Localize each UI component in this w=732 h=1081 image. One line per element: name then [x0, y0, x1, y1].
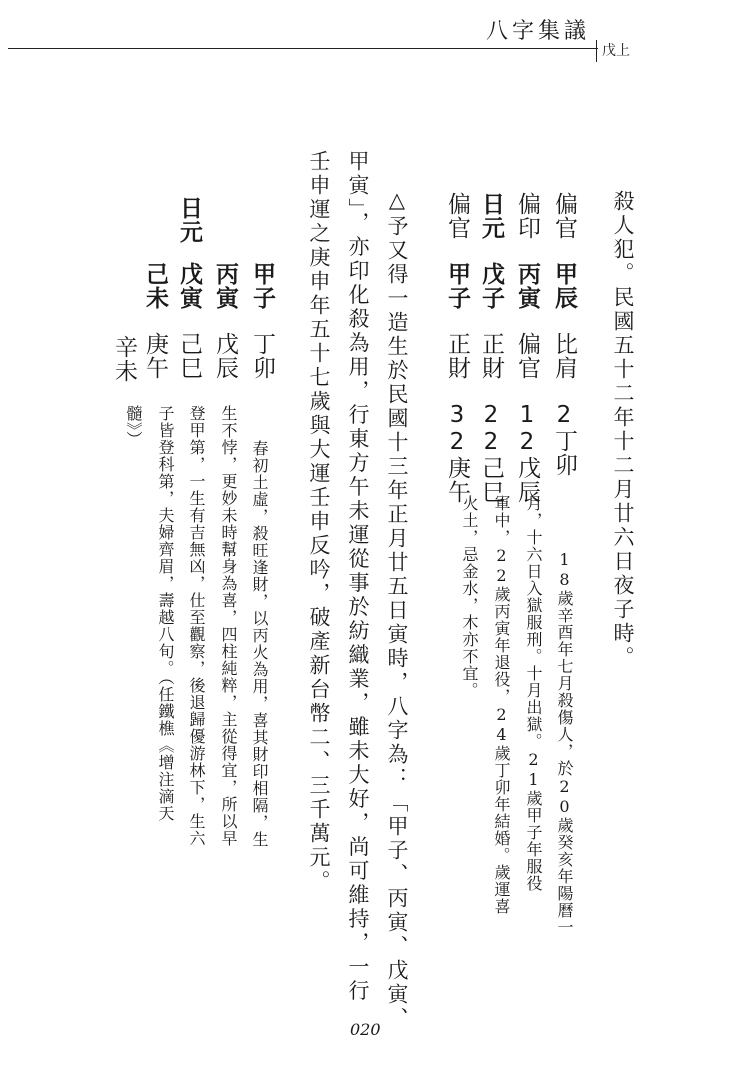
- pillar-luck: 32庚午: [444, 402, 470, 504]
- pillar-label: 偏印: [514, 192, 540, 240]
- pillar-luck: 己巳: [176, 332, 202, 380]
- pillar-stem-branch: 丙寅: [212, 262, 238, 310]
- pillar-ten-god: 正財: [444, 332, 470, 380]
- section-tag: 戊上: [596, 40, 635, 62]
- pillar-stem-branch: 己未: [142, 262, 168, 310]
- case1-pillar-1: [548, 192, 581, 477]
- pillar-ten-god: 偏官: [514, 332, 540, 380]
- case1-intro: 殺人犯。民國五十二年十二月廿六日夜子時。: [611, 190, 635, 670]
- header-rule: [8, 48, 598, 49]
- case1-note-2: 月，十六日入獄服刑。十月出獄。21歲甲子年服役: [524, 495, 543, 892]
- case3-commentary-2: 生不悖，更妙未時幫身為喜，四柱純粹，主從得宜，所以早: [219, 405, 238, 847]
- pillar-stem-branch: 甲子: [444, 262, 470, 310]
- pillar-stem-branch: 甲子: [249, 262, 275, 310]
- book-title: 八字集議: [485, 19, 590, 44]
- case3-pillar-3: [173, 196, 206, 380]
- pillar-label: 偏官: [444, 192, 470, 240]
- pillar-label: 日元: [176, 196, 202, 244]
- page-number: 020: [350, 1020, 381, 1039]
- case3-commentary-5: 髓》）: [124, 405, 143, 448]
- case3-pillar-2: [209, 262, 242, 380]
- pillar-stem-branch: 甲辰: [551, 262, 577, 310]
- case3-pillar-4: [139, 262, 172, 380]
- pillar-ten-god: 正財: [478, 332, 504, 380]
- pillar-luck: 庚午: [142, 332, 168, 380]
- case1-pillar-2: [511, 192, 544, 504]
- case3-commentary-4: 子皆登科第，夫婦齊眉，壽越八旬。（任鐵樵《增注滴天: [156, 405, 175, 822]
- pillar-luck: 戊辰: [212, 332, 238, 380]
- case1-pillar-3: [475, 192, 508, 504]
- pillar-luck: 丁卯: [249, 332, 275, 380]
- pillar-stem-branch: 戊子: [478, 262, 504, 310]
- pillar-stem-branch: 丙寅: [514, 262, 540, 310]
- case1-pillar-4: [441, 192, 474, 504]
- case2-line-2: 甲寅」，亦印化殺為用，行東方午未運從事於紡織業，雖未大好，尚可維持，一行: [346, 150, 370, 1004]
- pillar-luck: 2丁卯: [551, 402, 577, 477]
- case1-note-4: 火土，忌金水，木亦不宜。: [460, 495, 479, 699]
- case3-pillar-1: [246, 262, 279, 380]
- case2-line-3: 壬申運之庚申年五十七歲與大運壬申反吟，破產新台幣二、三千萬元。: [307, 150, 331, 894]
- case3-commentary-1: 春初土虛，殺旺逢財，以丙火為用，喜其財印相隔，生: [250, 440, 269, 848]
- pillar-label: 偏官: [551, 192, 577, 240]
- case1-note-1: 18歲辛酉年七月殺傷人，於20歲癸亥年陽曆一: [555, 550, 574, 936]
- case2-line-1: △予又得一造生於民國十三年正月廿五日寅時，八字為：「甲子、丙寅、戊寅、: [385, 188, 409, 1031]
- pillar-stem-branch: 戊寅: [176, 262, 202, 310]
- case1-note-3: 軍中，22歲丙寅年退役，24歲丁卯年結婚。歲運喜: [492, 495, 511, 915]
- case3-commentary-3: 登甲第，一生有吉無凶，仕至觀察，後退歸優游林下，生六: [187, 405, 206, 847]
- pillar-label: 日元: [478, 192, 504, 240]
- case3-extra-luck: 辛未: [111, 335, 137, 383]
- pillar-ten-god: 比肩: [551, 332, 577, 380]
- pillar-luck: 12戊辰: [514, 402, 540, 504]
- pillar-luck: 22己巳: [478, 402, 504, 504]
